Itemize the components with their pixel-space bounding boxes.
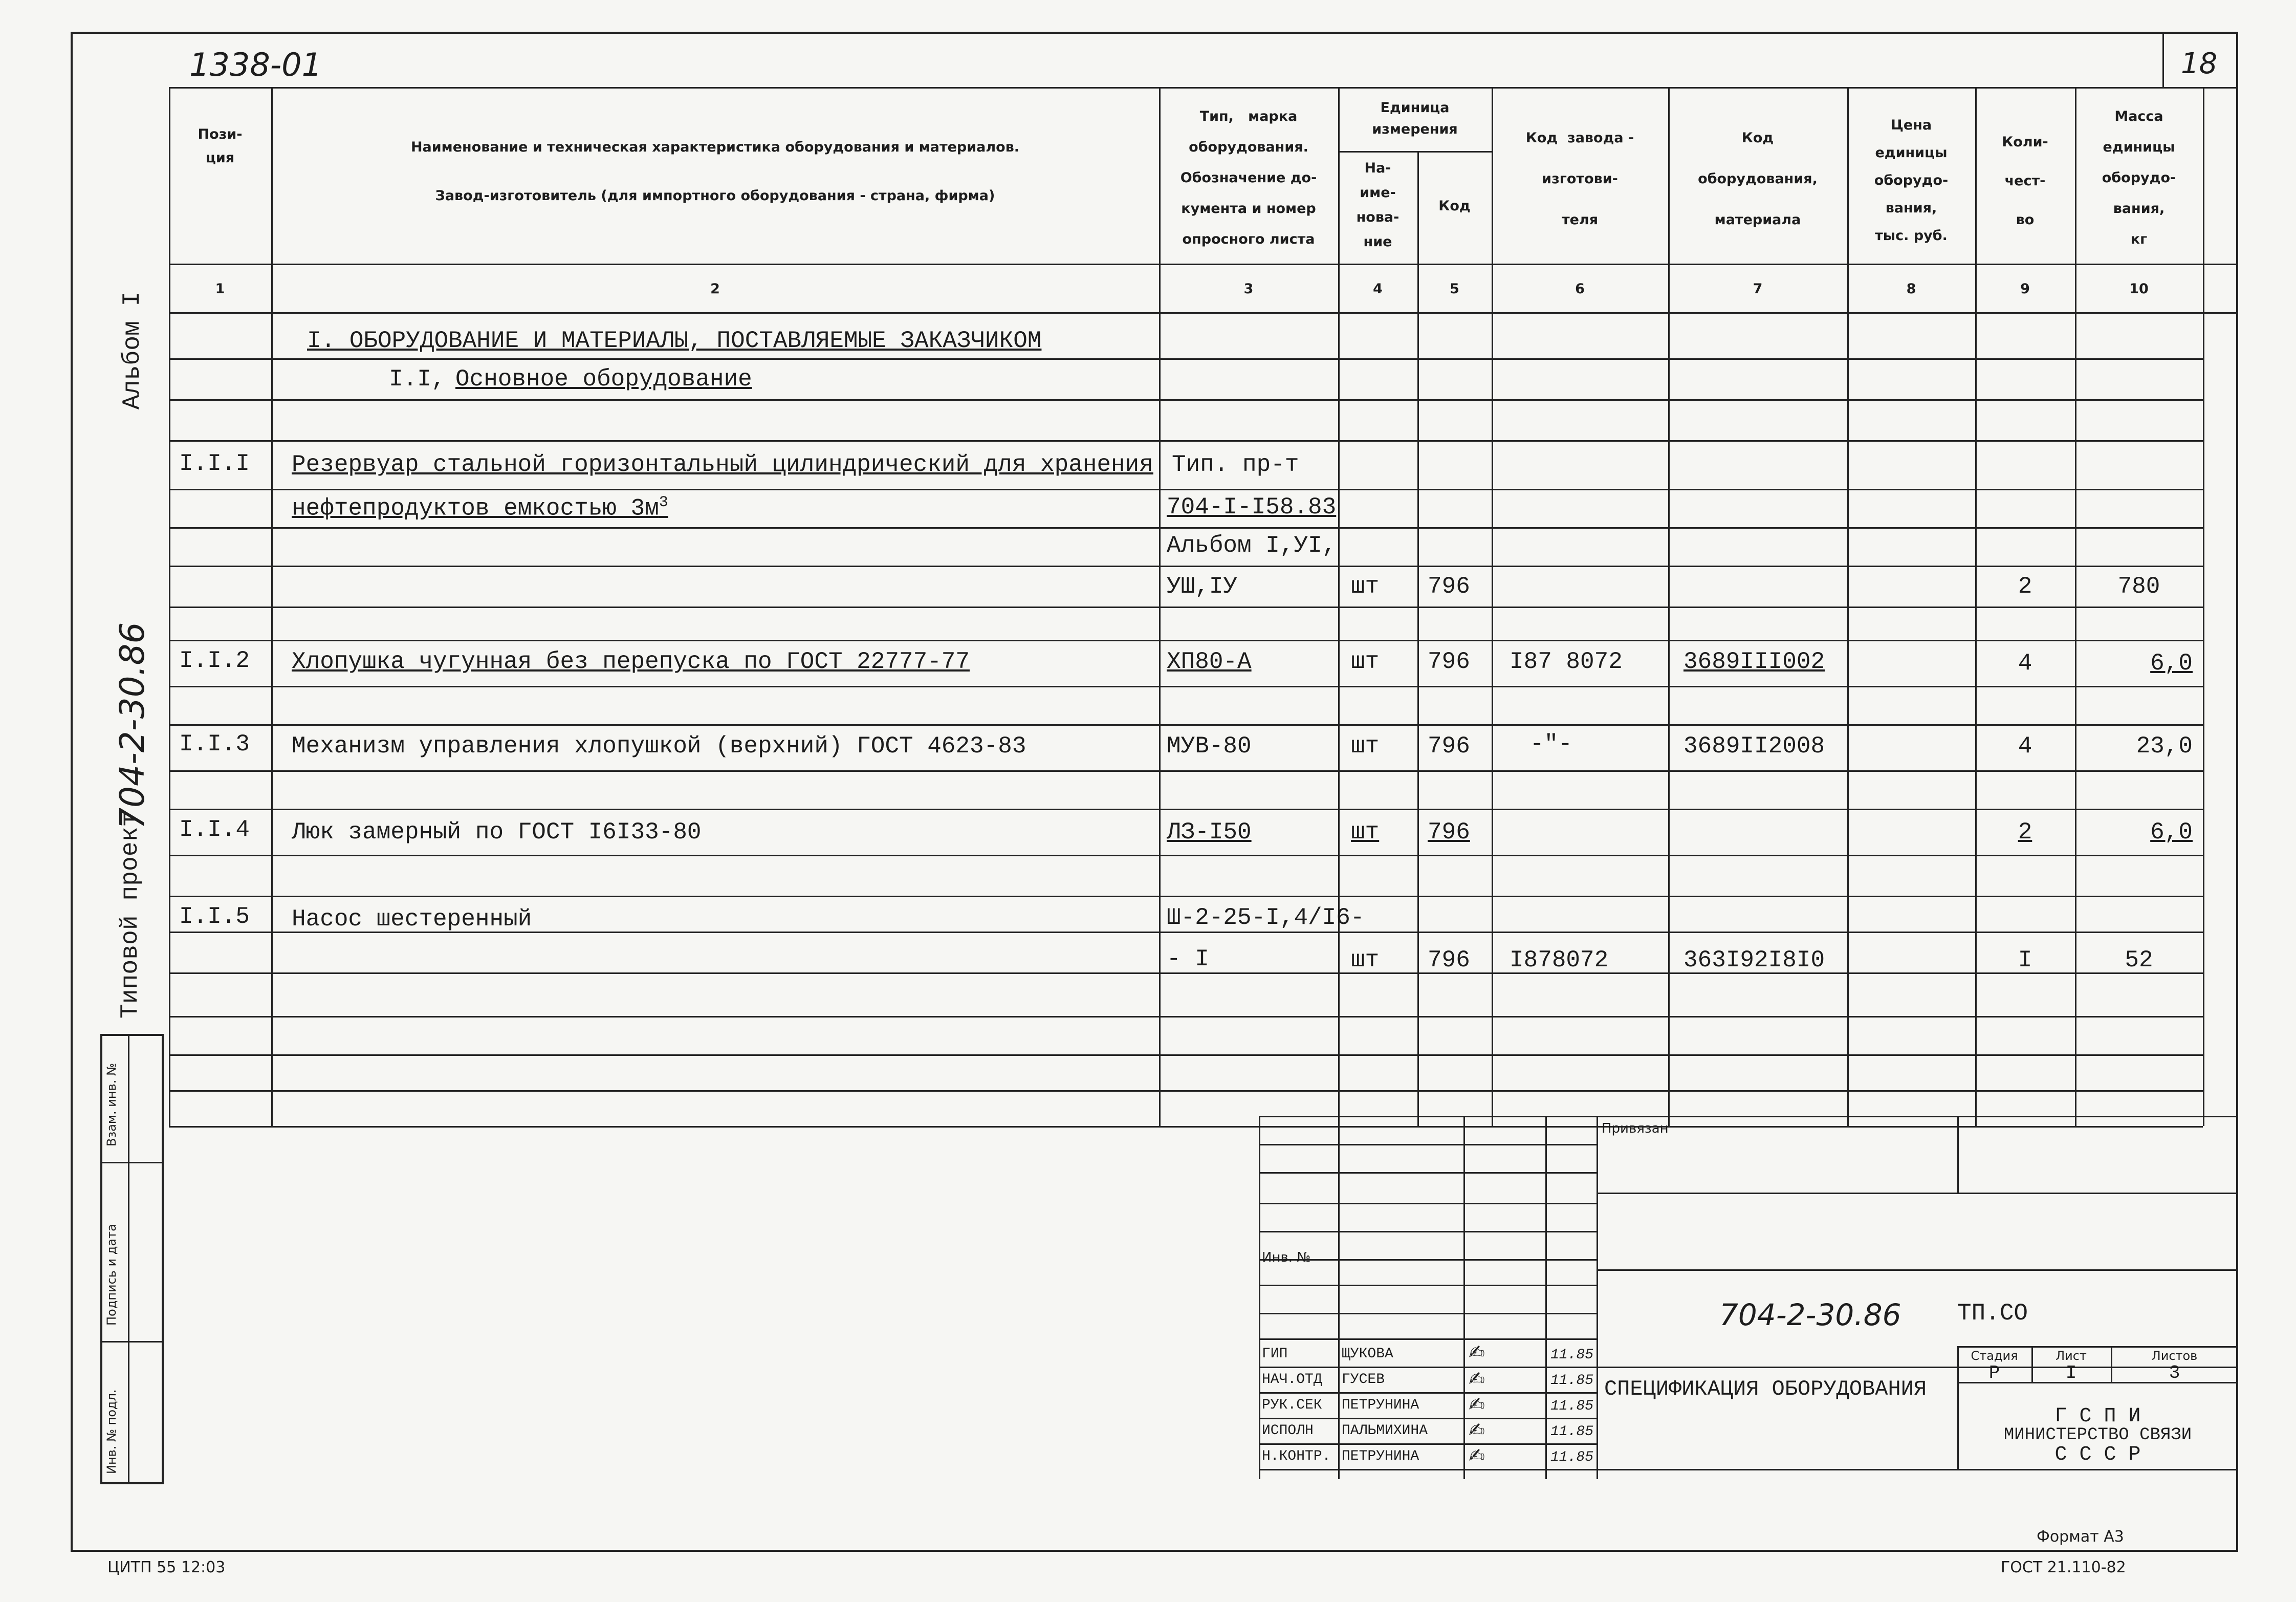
row-line: [169, 399, 2203, 401]
item-5-unit: шт: [1351, 947, 1380, 973]
row-line: [169, 489, 2203, 490]
row-line: [169, 770, 2203, 772]
staff-signature-5: ✍: [1469, 1444, 1485, 1467]
binder-divider-1: [100, 1162, 164, 1163]
item-5-mass: 52: [2125, 947, 2153, 973]
org-line3: С С С Р: [2054, 1443, 2141, 1466]
stage-value: Р: [1988, 1362, 2000, 1383]
stamp-row-line: [1259, 1443, 1597, 1445]
item-5-name: Насос шестеренный: [292, 906, 532, 933]
doc-code: 704-2-30.86: [1719, 1297, 1901, 1332]
row-line: [169, 607, 2203, 608]
item-1-pos: I.I.I: [179, 450, 250, 477]
subsection-title: Основное оборудование: [455, 366, 752, 393]
colnum-10: 10: [2129, 281, 2149, 297]
header-unit-code: Код: [1438, 198, 1471, 214]
row-line: [169, 527, 2203, 529]
header-name-line2: Завод-изготовитель (для импортного оборудования - страна, фирма): [435, 188, 995, 204]
stamp-col-line: [1338, 1116, 1340, 1479]
item-1-type-line1: Тип. пр-т: [1172, 451, 1299, 478]
item-3-mass: 23,0: [2136, 733, 2193, 760]
header-price: Цена единицы оборудо- вания, тыс. руб.: [1874, 117, 1949, 244]
colnum-5: 5: [1450, 281, 1459, 297]
colnum-3: 3: [1243, 281, 1254, 297]
item-1-code: 796: [1428, 573, 1470, 600]
item-4-pos: I.I.4: [179, 816, 250, 843]
unit-group-line: [1338, 151, 1492, 153]
staff-date-3: 11.85: [1550, 1398, 1594, 1414]
staff-name-1: ЩУКОВА: [1342, 1346, 1393, 1362]
item-3-maker: -"-: [1530, 731, 1572, 757]
item-2-qty: 4: [2018, 650, 2032, 677]
binder-label-sign: Подпись и дата: [104, 1224, 119, 1326]
col-line: [169, 87, 170, 1126]
row-line: [169, 686, 2203, 687]
staff-date-2: 11.85: [1550, 1373, 1594, 1389]
item-2-maker: I87 8072: [1510, 648, 1623, 675]
row-line: [169, 896, 2203, 897]
subsection-prefix: I.I,: [389, 366, 446, 393]
org-line1: Г С П И: [2054, 1405, 2141, 1428]
stamp-right-line: [1597, 1193, 2238, 1194]
staff-role-3: РУК.СЕК: [1262, 1397, 1322, 1413]
staff-signature-3: ✍: [1469, 1393, 1485, 1416]
stamp-top-line: [1259, 1116, 2238, 1117]
item-5-code: 796: [1428, 947, 1470, 973]
inv-label: Инв. №: [1262, 1250, 1311, 1265]
col-line: [271, 87, 273, 1126]
staff-signature-1: ✍: [1469, 1341, 1485, 1363]
stamp-left-line: [1259, 1116, 1260, 1479]
item-3-name: Механизм управления хлопушкой (верхний) ГОСТ 4623-83: [292, 733, 1026, 760]
row-line: [169, 358, 2203, 360]
item-1-type-line4: УШ,IУ: [1167, 573, 1238, 600]
header-type: Тип, марка оборудования. Обозначение до- кумента и номер опросного листа: [1180, 109, 1317, 247]
row-line: [169, 1090, 2203, 1092]
header-maker-code: Код завода - изготови- теля: [1525, 130, 1634, 228]
colnum-8: 8: [1906, 281, 1916, 297]
item-1-mass: 780: [2117, 573, 2160, 600]
item-3-unit: шт: [1351, 733, 1380, 760]
stamp-row-line: [1259, 1418, 1597, 1419]
title-block: [1259, 1116, 2238, 1479]
binder-label-inv: Инв. № подл.: [104, 1389, 119, 1474]
sheet-label: Лист: [2056, 1349, 2087, 1363]
stamp-col-line: [1597, 1116, 1598, 1479]
column-numbers-line: [169, 312, 2238, 314]
item-1-type-line3: Альбом I,УI,: [1167, 532, 1337, 559]
row-line: [169, 724, 2203, 726]
section-title: I. ОБОРУДОВАНИЕ И МАТЕРИАЛЫ, ПОСТАВЛЯЕМЫЕ ЗАКАЗЧИКОМ: [307, 328, 1042, 354]
staff-role-1: ГИП: [1262, 1346, 1288, 1362]
header-unit-name: На- име- нова- ние: [1356, 160, 1400, 250]
colnum-9: 9: [2020, 281, 2030, 297]
applied-label: Привязан: [1602, 1121, 1669, 1136]
item-5-qty: I: [2018, 947, 2032, 973]
stamp-right-line: [1597, 1269, 2238, 1271]
item-4-type: ЛЗ-I50: [1167, 819, 1252, 846]
item-1-unit: шт: [1351, 573, 1380, 600]
stamp-col-line: [1463, 1116, 1465, 1479]
sheets-value: 3: [2169, 1362, 2180, 1383]
stamp-row-line: [1259, 1285, 1597, 1286]
row-line: [169, 855, 2203, 856]
item-3-code: 796: [1428, 733, 1470, 760]
item-3-pos: I.I.3: [179, 731, 250, 757]
item-3-qty: 4: [2018, 733, 2032, 760]
staff-name-4: ПАЛЬМИХИНА: [1342, 1423, 1428, 1439]
binder-label-replace: Взам. инв. №: [104, 1063, 119, 1146]
staff-role-5: Н.КОНТР.: [1262, 1448, 1331, 1464]
sheet-value: I: [2065, 1362, 2077, 1383]
row-line: [169, 566, 2203, 567]
stamp-col-line: [1545, 1116, 1547, 1479]
item-4-unit: шт: [1351, 819, 1380, 846]
colnum-6: 6: [1575, 281, 1585, 297]
stamp-row-line: [1259, 1338, 1597, 1340]
item-5-type-line1: Ш-2-25-I,4/I6-: [1167, 904, 1365, 931]
staff-date-5: 11.85: [1550, 1449, 1594, 1465]
stamp-row-line: [1259, 1231, 1597, 1232]
header-bottom-line: [169, 264, 2238, 265]
item-2-type: ХП80-А: [1167, 648, 1252, 675]
staff-signature-2: ✍: [1469, 1368, 1485, 1390]
row-line: [169, 809, 2203, 810]
header-mass: Масса единицы оборудо- вания, кг: [2102, 109, 2176, 247]
row-line: [169, 1054, 2203, 1056]
colnum-4: 4: [1373, 281, 1383, 297]
item-5-maker: I878072: [1510, 947, 1609, 973]
binder-divider-v: [128, 1034, 129, 1484]
header-name-line1: Наименование и техническая характеристика оборудования и материалов.: [410, 139, 1020, 155]
colnum-1: 1: [215, 281, 225, 297]
item-1-name-sup: 3: [659, 494, 668, 511]
item-4-code: 796: [1428, 819, 1470, 846]
staff-role-2: НАЧ.ОТД: [1262, 1372, 1322, 1388]
row-line: [169, 440, 2203, 442]
doc-mark: ТП.СО: [1957, 1300, 2028, 1327]
stamp-row-line: [1259, 1144, 1597, 1145]
item-2-unit: шт: [1351, 648, 1380, 675]
doc-number-top: 1338-01: [189, 46, 322, 83]
sheet-number-top: 18: [2181, 47, 2218, 80]
item-1-type-line2: 704-I-I58.83: [1167, 494, 1337, 521]
header-unit-group: Единица измерения: [1372, 100, 1458, 137]
col-line: [2203, 87, 2204, 1126]
doc-title: СПЕЦИФИКАЦИЯ ОБОРУДОВАНИЯ: [1604, 1377, 1927, 1401]
project-code-handwritten: 704-2-30.86: [113, 622, 152, 829]
org-line2: МИНИСТЕРСТВО СВЯЗИ: [2003, 1425, 2192, 1445]
item-5-equip: 363I92I8I0: [1683, 947, 1825, 973]
bottom-left-code: ЦИТП 55 12:03: [107, 1558, 226, 1576]
row-line: [169, 972, 2203, 974]
stamp-row-line: [1259, 1172, 1597, 1174]
staff-name-2: ГУСЕВ: [1342, 1372, 1385, 1388]
specification-table: [169, 87, 2238, 1175]
gost-label: ГОСТ 21.110-82: [2001, 1558, 2126, 1576]
header-equip-code: Код оборудования, материала: [1698, 130, 1818, 228]
item-2-equip: 3689III002: [1683, 648, 1825, 675]
item-2-name: Хлопушка чугунная без перепуска по ГОСТ 22777-77: [292, 648, 970, 675]
item-1-name-line1: Резервуар стальной горизонтальный цилиндрический для хранения: [292, 451, 1153, 478]
binder-divider-2: [100, 1341, 164, 1343]
stamp-stage-top: [1957, 1346, 2238, 1348]
colnum-7: 7: [1753, 281, 1763, 297]
item-4-qty: 2: [2018, 819, 2032, 846]
item-2-mass: 6,0: [2150, 650, 2193, 677]
stage-label: Стадия: [1971, 1349, 2018, 1363]
staff-date-1: 11.85: [1550, 1347, 1594, 1363]
item-3-equip: 3689II2008: [1683, 733, 1825, 760]
item-4-name: Люк замерный по ГОСТ I6I33-80: [292, 819, 702, 846]
staff-role-4: ИСПОЛН: [1262, 1423, 1314, 1439]
item-5-pos: I.I.5: [179, 903, 250, 930]
sheet-number-divider: [2162, 32, 2164, 87]
row-line: [169, 1016, 2203, 1018]
item-2-pos: I.I.2: [179, 647, 250, 674]
staff-name-5: ПЕТРУНИНА: [1342, 1448, 1419, 1464]
item-1-qty: 2: [2018, 573, 2032, 600]
project-label: Типовой проект: [117, 812, 144, 1019]
album-label: Альбом I: [119, 291, 146, 409]
staff-signature-4: ✍: [1469, 1419, 1485, 1441]
col-line: [1668, 87, 1670, 1126]
item-5-type-line2: - I: [1167, 946, 1209, 972]
item-2-code: 796: [1428, 648, 1470, 675]
header-qty: Коли- чест- во: [2002, 134, 2048, 228]
stamp-row-line: [1259, 1313, 1597, 1314]
item-3-type: МУВ-80: [1167, 733, 1252, 760]
item-1-name-line2: нефтепродуктов емкостью $3м^3$: [292, 494, 668, 522]
header-position: Пози- ция: [198, 126, 243, 166]
table-top-line: [169, 87, 2238, 89]
col-line: [1492, 87, 1493, 1126]
stamp-bottom-line: [1259, 1469, 2238, 1470]
item-4-mass: 6,0: [2150, 819, 2193, 846]
stamp-right-vline: [1957, 1116, 1959, 1193]
format-label: Формат А3: [2037, 1528, 2124, 1546]
stamp-row-line: [1259, 1203, 1597, 1204]
sheets-label: Листов: [2151, 1349, 2198, 1363]
staff-name-3: ПЕТРУНИНА: [1342, 1397, 1419, 1413]
colnum-2: 2: [710, 281, 720, 297]
staff-date-4: 11.85: [1550, 1424, 1594, 1440]
row-line: [169, 640, 2203, 641]
stamp-row-line: [1259, 1392, 1597, 1394]
